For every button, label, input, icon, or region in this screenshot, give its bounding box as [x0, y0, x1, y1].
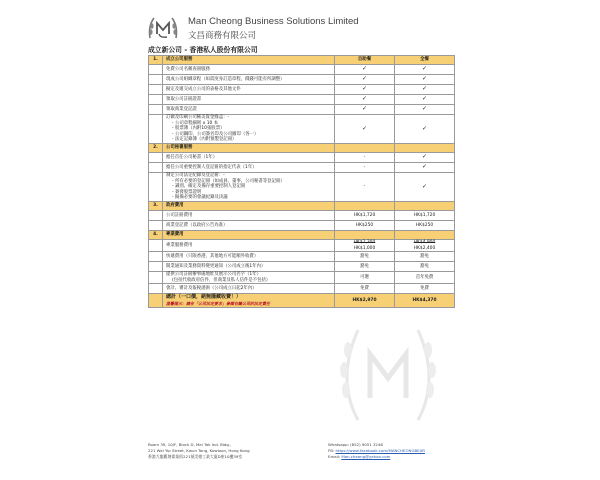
- column-header-full: [395, 201, 455, 210]
- full-service-value: [395, 115, 455, 144]
- original-price: HK$4,900: [413, 239, 436, 245]
- column-header-full: [395, 143, 455, 152]
- table-row: [149, 220, 455, 230]
- section-title-text: 成立公司服務: [166, 57, 193, 63]
- row-description: [163, 262, 335, 272]
- table-row: [149, 115, 455, 144]
- footer-email-label: Email:: [328, 454, 342, 459]
- description-line: (包括代收政府信件，但商業及私人信件是不包括）: [172, 277, 271, 283]
- total-number-cell: [149, 294, 163, 308]
- description-line: 快遞費用（只限香港，其他地方可能額外收費）: [166, 253, 259, 259]
- description-line: 擬定及遞交成立公司的表格及其他文件: [166, 86, 241, 92]
- self-service-value: [335, 115, 395, 144]
- description-line: - 公司章程細則 x 10 本: [172, 120, 219, 126]
- row-number-cell: [149, 115, 163, 144]
- section-title: [163, 143, 335, 152]
- row-number-cell: [149, 210, 163, 220]
- full-service-value: [395, 75, 455, 85]
- table-row: [149, 262, 455, 272]
- total-self-price: HK$2,970: [352, 298, 377, 304]
- price-table: [148, 55, 455, 308]
- row-number-cell: [149, 65, 163, 75]
- row-description: [163, 162, 335, 172]
- table-row: [149, 162, 455, 172]
- table-row: [149, 210, 455, 220]
- checkmark-icon: ✓: [361, 105, 368, 113]
- column-header-self: [335, 56, 395, 65]
- price-value: HK$1,000: [353, 245, 376, 251]
- row-number-cell: [149, 262, 163, 272]
- document-page: [128, 8, 474, 476]
- column-header-self: [335, 201, 395, 210]
- row-number-cell: [149, 162, 163, 172]
- price-value: 豁免: [360, 263, 369, 269]
- document-title: 成立新公司 - 香港私人股份有限公司: [148, 46, 258, 54]
- section-title: [163, 230, 335, 239]
- section-header-row: [149, 230, 455, 239]
- full-service-value: [395, 162, 455, 172]
- description-line: 訂做及印刷公司稀美資金綠盒：-: [166, 115, 230, 120]
- section-number-text: 4.: [153, 232, 158, 238]
- description-line: - 識別、確定及備存重要控制人登記冊: [172, 184, 246, 190]
- footer-address: [148, 442, 250, 460]
- price-value: 免費: [360, 286, 369, 292]
- price-value: 免費: [420, 286, 429, 292]
- self-service-value: [335, 65, 395, 75]
- table-row: [149, 172, 455, 201]
- total-self-value: [335, 294, 395, 308]
- section-number-text: 2.: [153, 145, 158, 151]
- checkmark-icon: ✓: [421, 182, 428, 190]
- original-price: HK$2,300: [353, 239, 376, 245]
- description-line: 擔任首任公司秘書（1年）: [166, 154, 218, 160]
- price-value: 首年免費: [415, 274, 434, 280]
- self-service-value: [335, 210, 395, 220]
- price-value: -: [363, 154, 366, 160]
- description-line: - 擬備必要的會議紀錄及決議: [172, 195, 228, 201]
- description-line: 公司註冊費用: [166, 212, 193, 218]
- laurel-watermark-icon: [328, 320, 448, 430]
- total-full-value: [395, 294, 455, 308]
- checkmark-icon: ✓: [421, 153, 428, 161]
- company-logo-icon: [146, 14, 180, 44]
- section-title: [163, 201, 335, 210]
- description-line: - 股票簿（內附10張股票）: [172, 126, 225, 132]
- self-service-value: [335, 75, 395, 85]
- section-number-text: 1.: [153, 57, 158, 63]
- checkmark-icon: ✓: [361, 95, 368, 103]
- row-description: [163, 105, 335, 115]
- full-service-value: [395, 152, 455, 162]
- section-header-row: [149, 56, 455, 65]
- self-service-value: [335, 85, 395, 95]
- price-value: HK$250: [415, 222, 434, 228]
- description-line: 專業服務費用: [166, 242, 193, 248]
- full-service-value: [395, 65, 455, 75]
- table-row: [149, 239, 455, 251]
- self-service-value: [335, 95, 395, 105]
- checkmark-icon: ✓: [361, 75, 368, 83]
- price-value: HK$2,400: [413, 245, 436, 251]
- description-line: - 所有必要的登記冊（如成員、董事、公司秘書等登記冊）: [172, 178, 285, 184]
- full-service-value: [395, 105, 455, 115]
- section-number: [149, 143, 163, 152]
- description-line: 商業登記費（以政府公告為准）: [166, 222, 228, 228]
- price-value: 豁免: [420, 263, 429, 269]
- section-number: [149, 56, 163, 65]
- facebook-link[interactable]: https://www.facebook.com/MANCHEONGBEAR: [335, 448, 425, 453]
- row-description: [163, 272, 335, 284]
- row-number-cell: [149, 220, 163, 230]
- price-value: HK$250: [355, 222, 374, 228]
- full-service-value: [395, 85, 455, 95]
- full-service-value: [395, 262, 455, 272]
- row-number-cell: [149, 272, 163, 284]
- table-row: [149, 85, 455, 95]
- total-note-text: 温馨提示：請在「公司法定要求」參閱有關公司的法定責任: [166, 300, 270, 306]
- description-line: 會計、審計及報稅諮詢（公司成立日起2年內）: [166, 286, 257, 292]
- full-service-value: [395, 272, 455, 284]
- row-number-cell: [149, 105, 163, 115]
- full-service-value: [395, 95, 455, 105]
- description-line: - 法定記錄簿（內附預製登記冊）: [172, 137, 237, 143]
- section-title-text: 公司秘書服務: [166, 145, 193, 151]
- self-service-value: [335, 284, 395, 294]
- row-description: [163, 115, 335, 144]
- row-description: [163, 284, 335, 294]
- row-number-cell: [149, 252, 163, 262]
- column-header-self-text: 自助餐: [357, 57, 372, 63]
- column-header-self: [335, 143, 395, 152]
- checkmark-icon: ✓: [361, 124, 368, 132]
- row-description: [163, 85, 335, 95]
- footer-address-line: 221 Wai Yip Street, Kwun Tong, Kowloon, Hong Kong: [148, 448, 250, 453]
- table-row: [149, 252, 455, 262]
- checkmark-icon: ✓: [421, 95, 428, 103]
- checkmark-icon: ✓: [421, 85, 428, 93]
- section-title: [163, 56, 335, 65]
- column-header-full-text: 全餐: [420, 57, 429, 63]
- checkmark-icon: ✓: [361, 65, 368, 73]
- company-name-en: Man Cheong Business Solutions Limited: [188, 16, 359, 27]
- total-row: [149, 294, 455, 308]
- self-service-value: [335, 220, 395, 230]
- description-line: 擔任公司重要控制人登記冊的指定代表（1年）: [166, 164, 257, 170]
- row-number-cell: [149, 284, 163, 294]
- full-service-value: [395, 239, 455, 251]
- self-service-value: [335, 239, 395, 251]
- footer-address-line: 香港九龍觀塘偉業街221號美德工業大廈D座10樓39室: [148, 454, 243, 459]
- footer-contact: [328, 442, 425, 460]
- section-number-text: 3.: [153, 203, 158, 209]
- row-number-cell: [149, 95, 163, 105]
- table-row: [149, 272, 455, 284]
- table-row: [149, 284, 455, 294]
- row-description: [163, 239, 335, 251]
- description-line: 領取公司註冊證書: [166, 96, 202, 102]
- email-link[interactable]: Man.cheong@yahoo.com: [341, 454, 391, 459]
- full-service-value: [395, 220, 455, 230]
- row-description: [163, 220, 335, 230]
- price-value: 豁免: [420, 253, 429, 259]
- description-line: 免費公司名稱查冊服務: [166, 66, 210, 72]
- column-header-full: [395, 56, 455, 65]
- table-row: [149, 95, 455, 105]
- row-description: [163, 172, 335, 201]
- price-value: 豁免: [360, 253, 369, 259]
- description-line: 制定公司法定紀錄及登記冊：-: [166, 172, 225, 178]
- section-title-text: 政府費用: [166, 203, 184, 209]
- self-service-value: [335, 272, 395, 284]
- self-service-value: [335, 252, 395, 262]
- price-value: HK$1,720: [353, 212, 376, 218]
- row-number-cell: [149, 75, 163, 85]
- row-description: [163, 75, 335, 85]
- full-service-value: [395, 252, 455, 262]
- checkmark-icon: ✓: [421, 65, 428, 73]
- footer-fb-label: FB:: [328, 448, 336, 453]
- description-line: - 簽發股票證明: [172, 189, 202, 195]
- price-value: -: [363, 164, 366, 170]
- footer-email: [328, 454, 425, 460]
- price-value: HK$1,720: [413, 212, 436, 218]
- letterhead: [146, 14, 466, 46]
- total-full-price: HK$4,370: [412, 298, 437, 304]
- section-number: [149, 201, 163, 210]
- checkmark-icon: ✓: [361, 85, 368, 93]
- description-line: 提供公司註冊辦事處地址及展示公司名字（1年）: [166, 272, 261, 278]
- full-service-value: [395, 210, 455, 220]
- description-line: 開業通知及業務資料變更通知（公司成立後1年內）: [166, 263, 266, 269]
- column-header-full: [395, 230, 455, 239]
- description-line: - 公司鋼印、公司簽名印及公司圖印（各一）: [172, 131, 259, 137]
- company-name-zh: 文昌商務有限公司: [188, 31, 257, 41]
- section-title-text: 專業費用: [166, 232, 184, 238]
- row-description: [163, 95, 335, 105]
- footer-address-line: Room 39, 10/F, Block D, Mai Tak Ind. Bldg.,: [148, 442, 232, 447]
- total-label: [163, 294, 335, 308]
- row-description: [163, 65, 335, 75]
- self-service-value: [335, 152, 395, 162]
- checkmark-icon: ✓: [421, 163, 428, 171]
- checkmark-icon: ✓: [421, 105, 428, 113]
- full-service-value: [395, 284, 455, 294]
- description-line: 現成公司組織章程（如需度身訂造章程，價錢可能有所調整）: [166, 76, 285, 82]
- full-service-value: [395, 172, 455, 201]
- table-row: [149, 65, 455, 75]
- checkmark-icon: ✓: [421, 75, 428, 83]
- checkmark-icon: ✓: [421, 124, 428, 132]
- footer-whatsapp: Whatsapp: (852) 9051 3246: [328, 442, 383, 447]
- self-service-value: [335, 105, 395, 115]
- self-service-value: [335, 262, 395, 272]
- price-value: 可選: [360, 274, 369, 280]
- row-description: [163, 152, 335, 162]
- description-line: 領取商業登記證: [166, 106, 197, 112]
- row-number-cell: [149, 152, 163, 162]
- self-service-value: [335, 172, 395, 201]
- total-title-text: 總計（一口價，絕無隱藏收費！）: [166, 294, 242, 301]
- row-description: [163, 210, 335, 220]
- section-number: [149, 230, 163, 239]
- table-row: [149, 105, 455, 115]
- row-number-cell: [149, 239, 163, 251]
- column-header-self: [335, 230, 395, 239]
- price-value: -: [363, 184, 366, 190]
- row-description: [163, 252, 335, 262]
- table-row: [149, 75, 455, 85]
- row-number-cell: [149, 172, 163, 201]
- section-header-row: [149, 143, 455, 152]
- section-header-row: [149, 201, 455, 210]
- row-number-cell: [149, 85, 163, 95]
- table-row: [149, 152, 455, 162]
- self-service-value: [335, 162, 395, 172]
